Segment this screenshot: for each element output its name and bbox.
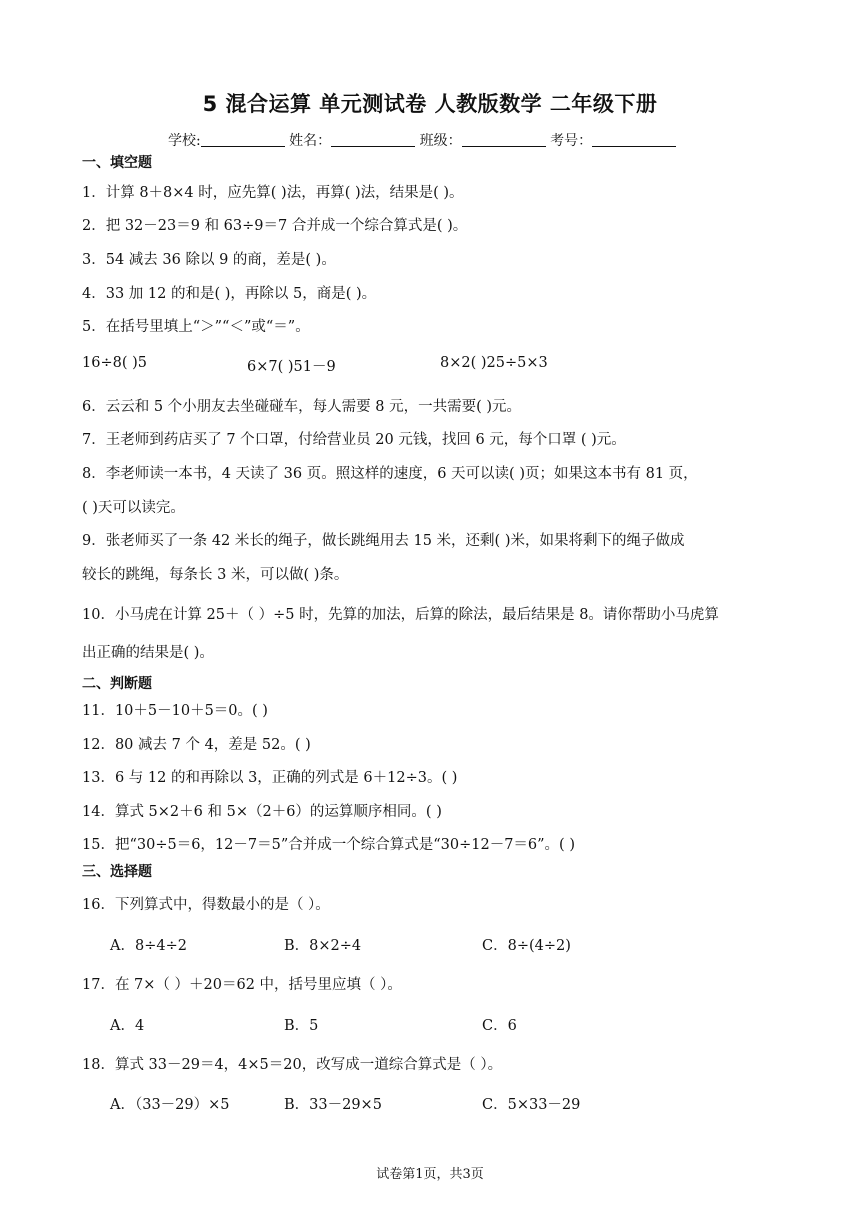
question-16-option-b: B．8×2÷4 bbox=[284, 938, 362, 954]
question-13: 13．6 与 12 的和再除以 3，正确的列式是 6＋12÷3。( ) bbox=[82, 770, 458, 786]
question-10-line-2: 出正确的结果是( )。 bbox=[82, 645, 214, 661]
school-blank bbox=[201, 132, 285, 147]
question-18-option-b: B．33－29×5 bbox=[284, 1097, 382, 1113]
student-info-row bbox=[168, 130, 676, 150]
question-17-option-a: A．4 bbox=[110, 1018, 145, 1034]
question-12: 12．80 减去 7 个 4，差是 52。( ) bbox=[82, 737, 311, 753]
question-5-item-c: 8×2( )25÷5×3 bbox=[440, 355, 548, 371]
school-label: 学校: bbox=[168, 133, 201, 149]
exam-no-label: 考号： bbox=[550, 133, 593, 149]
question-8-line-2: ( )天可以读完。 bbox=[82, 500, 185, 516]
question-5-item-a: 16÷8( )5 bbox=[82, 355, 147, 371]
question-17-option-c: C．6 bbox=[482, 1018, 517, 1034]
question-18-option-c: C．5×33－29 bbox=[482, 1097, 581, 1113]
question-8-line-1: 8．李老师读一本书，4 天读了 36 页。照这样的速度，6 天可以读( )页；如果这本书有 81 页， bbox=[82, 466, 698, 482]
question-17: 17．在 7×（ ）＋20＝62 中，括号里应填（ ）。 bbox=[82, 977, 402, 993]
question-7: 7．王老师到药店买了 7 个口罩，付给营业员 20 元钱，找回 6 元，每个口罩 ( )元。 bbox=[82, 432, 626, 448]
question-3: 3．54 减去 36 除以 9 的商，差是( )。 bbox=[82, 252, 336, 268]
page-footer: 试卷第1页，共3页 bbox=[376, 1167, 484, 1182]
section-multiple-choice: 三、选择题 bbox=[82, 864, 152, 880]
question-11: 11．10＋5－10＋5＝0。( ) bbox=[82, 703, 268, 719]
question-14: 14．算式 5×2＋6 和 5×（2＋6）的运算顺序相同。( ) bbox=[82, 804, 442, 820]
question-18-option-a: A．（33－29）×5 bbox=[110, 1097, 230, 1113]
name-label: 姓名： bbox=[289, 133, 332, 149]
class-label: 班级： bbox=[419, 133, 462, 149]
question-16-option-a: A．8÷4÷2 bbox=[110, 938, 187, 954]
question-10-line-1: 10．小马虎在计算 25＋（ ）÷5 时，先算的加法，后算的除法，最后结果是 8。请你帮助小马虎算 bbox=[82, 607, 719, 623]
question-17-option-b: B．5 bbox=[284, 1018, 319, 1034]
question-16: 16．下列算式中，得数最小的是（ ）。 bbox=[82, 897, 330, 913]
question-9-line-1: 9．张老师买了一条 42 米长的绳子，做长跳绳用去 15 米，还剩( )米，如果将剩下的绳子做成 bbox=[82, 533, 685, 549]
question-16-option-c: C．8÷(4÷2) bbox=[482, 938, 571, 954]
question-4: 4．33 加 12 的和是( )，再除以 5，商是( )。 bbox=[82, 286, 377, 302]
question-15: 15．把“30÷5＝6，12－7＝5”合并成一个综合算式是“30÷12－7＝6”。( ) bbox=[82, 837, 575, 853]
section-fill-in: 一、填空题 bbox=[82, 155, 152, 171]
question-18: 18．算式 33－29＝4，4×5＝20，改写成一道综合算式是（ ）。 bbox=[82, 1057, 503, 1073]
question-6: 6．云云和 5 个小朋友去坐碰碰车，每人需要 8 元，一共需要( )元。 bbox=[82, 399, 522, 415]
class-blank bbox=[462, 132, 546, 147]
exam-no-blank bbox=[592, 132, 676, 147]
section-true-false: 二、判断题 bbox=[82, 676, 152, 692]
question-5-item-b: 6×7( )51－9 bbox=[247, 359, 336, 375]
question-5: 5．在括号里填上“＞”“＜”或“＝”。 bbox=[82, 319, 310, 335]
question-2: 2．把 32－23＝9 和 63÷9＝7 合并成一个综合算式是( )。 bbox=[82, 218, 468, 234]
question-9-line-2: 较长的跳绳，每条长 3 米，可以做( )条。 bbox=[82, 567, 349, 583]
page-title: 5 混合运算 单元测试卷 人教版数学 二年级下册 bbox=[202, 92, 658, 116]
name-blank bbox=[331, 132, 415, 147]
question-1: 1．计算 8＋8×4 时，应先算( )法，再算( )法，结果是( )。 bbox=[82, 185, 464, 201]
